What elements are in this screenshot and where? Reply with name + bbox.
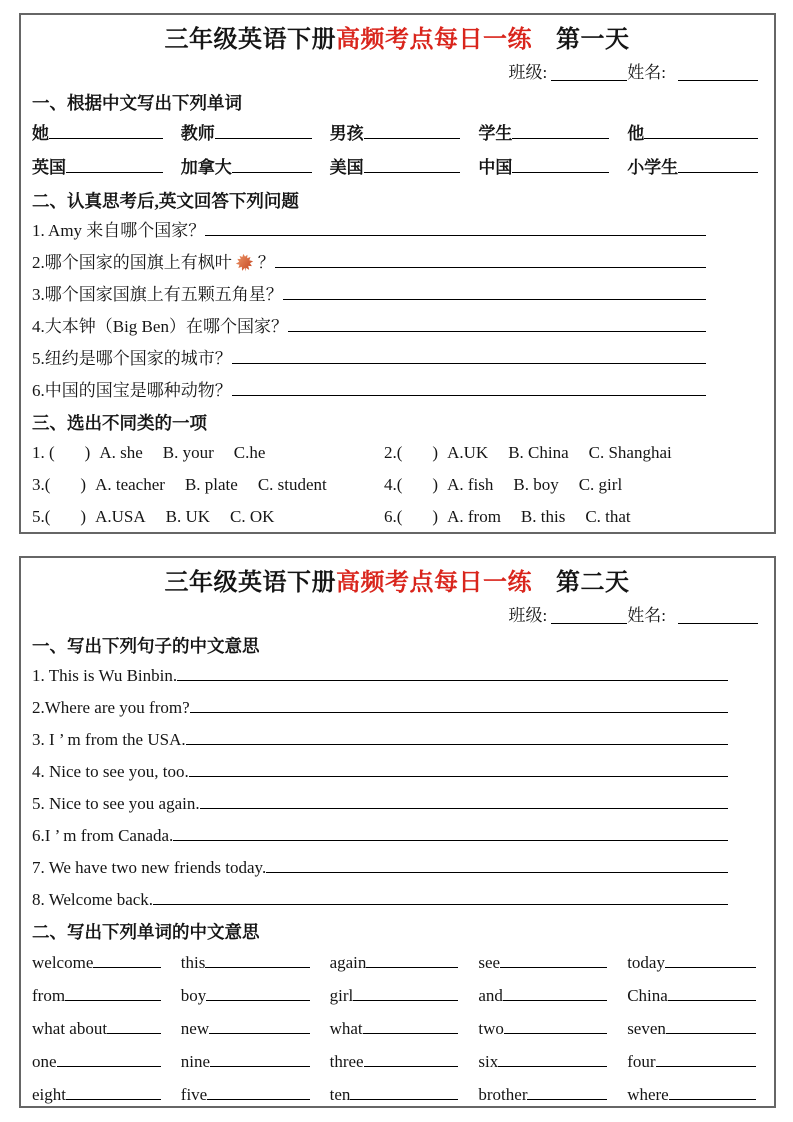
day2-word-row bbox=[32, 979, 762, 1012]
mc-option-b: B. this bbox=[520, 507, 566, 526]
name-label: 姓名: bbox=[627, 606, 666, 625]
word-label: China bbox=[627, 986, 668, 1005]
word-label: five bbox=[180, 1085, 208, 1104]
name-blank bbox=[678, 623, 758, 624]
word-label: and bbox=[478, 986, 503, 1005]
mc-suffix: ) bbox=[80, 475, 87, 494]
word-item bbox=[330, 151, 461, 185]
sentence-line bbox=[32, 884, 762, 916]
answer-blank bbox=[504, 1033, 607, 1034]
question-text: 2.哪个国家的国旗上有枫叶 bbox=[32, 253, 232, 272]
word-label: four bbox=[627, 1052, 656, 1071]
sentence-line bbox=[32, 660, 762, 692]
mc-row bbox=[32, 437, 762, 469]
class-blank bbox=[551, 80, 627, 81]
word-label: what bbox=[329, 1019, 363, 1038]
title-day: 第二天 bbox=[556, 570, 630, 596]
sentence-text: 8. Welcome back. bbox=[32, 890, 154, 909]
day1-title bbox=[32, 19, 762, 57]
word-item bbox=[32, 151, 163, 185]
word-item bbox=[181, 151, 312, 185]
answer-blank bbox=[107, 1033, 161, 1034]
word-item bbox=[330, 117, 461, 151]
answer-blank bbox=[665, 967, 756, 968]
answer-blank bbox=[283, 299, 706, 300]
answer-blank bbox=[512, 172, 609, 173]
day2-word-row bbox=[32, 946, 762, 979]
answer-blank bbox=[206, 1000, 309, 1001]
mc-row bbox=[32, 501, 762, 533]
word-label: eight bbox=[32, 1085, 66, 1104]
answer-blank bbox=[173, 840, 728, 841]
question-line bbox=[32, 215, 762, 247]
word-item bbox=[181, 117, 312, 151]
day2-meta-line bbox=[32, 600, 762, 630]
mc-suffix: ) bbox=[432, 507, 439, 526]
word-label: 他 bbox=[627, 124, 645, 143]
answer-blank bbox=[215, 138, 312, 139]
day2-word-row bbox=[32, 1012, 762, 1045]
mc-row bbox=[32, 469, 762, 501]
word-item bbox=[478, 117, 609, 151]
day1-section1-heading: 一、根据中文写出下列单词 bbox=[32, 93, 242, 113]
word-label: see bbox=[478, 953, 501, 972]
mc-suffix: ) bbox=[84, 443, 91, 462]
word-label: 小学生 bbox=[627, 158, 679, 177]
answer-blank bbox=[364, 1066, 459, 1067]
sentence-line bbox=[32, 820, 762, 852]
day1-section3-heading: 三、选出不同类的一项 bbox=[32, 413, 207, 433]
word-item bbox=[478, 151, 609, 185]
answer-blank bbox=[200, 808, 728, 809]
question-line bbox=[32, 343, 762, 375]
mc-suffix: ) bbox=[80, 507, 87, 526]
answer-blank bbox=[190, 712, 728, 713]
answer-blank bbox=[498, 1066, 607, 1067]
answer-blank bbox=[678, 172, 758, 173]
word-item bbox=[32, 979, 161, 1012]
word-label: 男孩 bbox=[329, 124, 364, 143]
answer-blank bbox=[65, 1000, 161, 1001]
answer-blank bbox=[503, 1000, 607, 1001]
word-label: girl bbox=[329, 986, 354, 1005]
answer-blank bbox=[669, 1099, 756, 1100]
word-label: one bbox=[32, 1052, 57, 1071]
word-item bbox=[330, 1045, 459, 1078]
word-label: what about bbox=[32, 1019, 108, 1038]
mc-option-c: C. student bbox=[257, 475, 327, 494]
answer-blank bbox=[232, 363, 706, 364]
day2-section1-heading: 一、写出下列句子的中文意思 bbox=[32, 636, 260, 656]
word-item bbox=[627, 1045, 756, 1078]
mc-option-c: C. Shanghai bbox=[588, 443, 672, 462]
word-item bbox=[627, 946, 756, 979]
sentence-text: 2.Where are you from? bbox=[32, 698, 190, 717]
mc-option-a: A. fish bbox=[447, 475, 494, 494]
word-label: nine bbox=[180, 1052, 211, 1071]
answer-blank bbox=[186, 744, 728, 745]
word-item bbox=[330, 979, 459, 1012]
day1-word-row-1 bbox=[32, 117, 762, 151]
mc-suffix: ) bbox=[432, 475, 439, 494]
name-label: 姓名: bbox=[627, 63, 666, 82]
question-text: 4.大本钟（Big Ben）在哪个国家？ bbox=[32, 317, 288, 336]
word-item bbox=[478, 946, 607, 979]
answer-blank bbox=[668, 1000, 756, 1001]
sentence-text: 6.I ’ m from Canada. bbox=[32, 826, 174, 845]
answer-blank bbox=[366, 967, 458, 968]
word-item bbox=[627, 1078, 756, 1108]
word-item bbox=[330, 946, 459, 979]
mc-option-c: C. OK bbox=[230, 507, 275, 526]
sentence-line bbox=[32, 692, 762, 724]
mc-prefix: 5.( bbox=[32, 507, 51, 526]
question-text: 6.中国的国宝是哪种动物？ bbox=[32, 381, 232, 400]
word-label: brother bbox=[478, 1085, 528, 1104]
sentence-line bbox=[32, 852, 762, 884]
answer-blank bbox=[364, 172, 461, 173]
word-label: today bbox=[627, 953, 665, 972]
sentence-text: 4. Nice to see you, too. bbox=[32, 762, 189, 781]
word-item bbox=[627, 151, 758, 185]
sentence-text: 1. This is Wu Binbin. bbox=[32, 666, 178, 685]
question-line bbox=[32, 279, 762, 311]
word-item bbox=[32, 117, 163, 151]
word-item bbox=[181, 1078, 310, 1108]
mc-option-b: B. your bbox=[162, 443, 214, 462]
mc-option-a: A. she bbox=[99, 443, 143, 462]
word-item bbox=[330, 1012, 459, 1045]
word-label: two bbox=[478, 1019, 504, 1038]
question-line bbox=[32, 247, 762, 279]
answer-blank bbox=[512, 138, 609, 139]
word-label: this bbox=[180, 953, 206, 972]
mc-option-a: A.UK bbox=[447, 443, 489, 462]
word-label: 她 bbox=[32, 124, 49, 143]
answer-blank bbox=[205, 235, 706, 236]
mc-item bbox=[32, 437, 384, 469]
word-item bbox=[627, 1012, 756, 1045]
class-label: 班级: bbox=[508, 606, 548, 625]
answer-blank bbox=[210, 1066, 310, 1067]
word-label: new bbox=[180, 1019, 210, 1038]
answer-blank bbox=[153, 904, 728, 905]
word-item bbox=[32, 1012, 161, 1045]
word-item bbox=[181, 946, 310, 979]
mc-option-a: A.USA bbox=[95, 507, 146, 526]
answer-blank bbox=[49, 138, 163, 139]
day2-card bbox=[19, 556, 776, 1108]
word-label: seven bbox=[627, 1019, 666, 1038]
word-label: six bbox=[478, 1052, 499, 1071]
answer-blank bbox=[266, 872, 728, 873]
day1-card bbox=[19, 13, 776, 534]
question-mark: ？ bbox=[257, 253, 275, 272]
title-highlight: 高频考点每日一练 bbox=[336, 27, 532, 53]
title-highlight: 高频考点每日一练 bbox=[336, 570, 532, 596]
answer-blank bbox=[232, 172, 312, 173]
answer-blank bbox=[275, 267, 706, 268]
class-blank bbox=[551, 623, 627, 624]
word-label: 教师 bbox=[180, 124, 215, 143]
mc-option-c: C.he bbox=[233, 443, 266, 462]
word-item bbox=[478, 1045, 607, 1078]
sentence-text: 7. We have two new friends today. bbox=[32, 858, 267, 877]
answer-blank bbox=[656, 1066, 756, 1067]
word-item bbox=[181, 1012, 310, 1045]
answer-blank bbox=[500, 967, 607, 968]
day2-title bbox=[32, 562, 762, 600]
question-line bbox=[32, 375, 762, 407]
mc-item bbox=[384, 469, 762, 501]
word-label: again bbox=[329, 953, 367, 972]
answer-blank bbox=[205, 967, 309, 968]
word-label: from bbox=[32, 986, 66, 1005]
question-text: 1. Amy 来自哪个国家？ bbox=[32, 221, 206, 240]
answer-blank bbox=[207, 1099, 309, 1100]
answer-blank bbox=[350, 1099, 458, 1100]
mc-prefix: 1. ( bbox=[32, 443, 55, 462]
sentence-line bbox=[32, 724, 762, 756]
title-day: 第一天 bbox=[556, 27, 630, 53]
mc-prefix: 4.( bbox=[384, 475, 403, 494]
answer-blank bbox=[209, 1033, 309, 1034]
answer-blank bbox=[353, 1000, 458, 1001]
mc-option-b: B. China bbox=[508, 443, 569, 462]
mc-item bbox=[32, 469, 384, 501]
title-prefix: 三年级英语下册 bbox=[164, 27, 336, 53]
question-line bbox=[32, 311, 762, 343]
name-blank bbox=[678, 80, 758, 81]
mc-item bbox=[32, 501, 384, 533]
word-label: where bbox=[627, 1085, 669, 1104]
mc-option-b: B. UK bbox=[165, 507, 211, 526]
word-item bbox=[181, 1045, 310, 1078]
day2-section2-heading: 二、写出下列单词的中文意思 bbox=[32, 922, 260, 942]
word-item bbox=[32, 1078, 161, 1108]
word-item bbox=[32, 1045, 161, 1078]
answer-blank bbox=[232, 395, 706, 396]
mc-prefix: 2.( bbox=[384, 443, 403, 462]
answer-blank bbox=[93, 967, 160, 968]
answer-blank bbox=[644, 138, 758, 139]
word-item bbox=[478, 1078, 607, 1108]
answer-blank bbox=[189, 776, 728, 777]
word-item bbox=[478, 979, 607, 1012]
word-item bbox=[330, 1078, 459, 1108]
word-label: 中国 bbox=[478, 158, 513, 177]
word-label: 美国 bbox=[329, 158, 364, 177]
sentence-line bbox=[32, 756, 762, 788]
day2-word-row bbox=[32, 1078, 762, 1108]
answer-blank bbox=[66, 172, 163, 173]
mc-prefix: 3.( bbox=[32, 475, 51, 494]
mc-option-c: C. that bbox=[585, 507, 631, 526]
title-prefix: 三年级英语下册 bbox=[164, 570, 336, 596]
day1-section2-heading: 二、认真思考后,英文回答下列问题 bbox=[32, 191, 299, 211]
sentence-line bbox=[32, 788, 762, 820]
answer-blank bbox=[666, 1033, 756, 1034]
mc-item bbox=[384, 501, 762, 533]
mc-option-a: A. from bbox=[447, 507, 501, 526]
word-label: welcome bbox=[32, 953, 94, 972]
answer-blank bbox=[363, 1033, 459, 1034]
answer-blank bbox=[364, 138, 461, 139]
word-label: 学生 bbox=[478, 124, 513, 143]
word-label: 英国 bbox=[32, 158, 66, 177]
answer-blank bbox=[57, 1066, 161, 1067]
word-label: ten bbox=[329, 1085, 351, 1104]
question-text: 5.纽约是哪个国家的城市？ bbox=[32, 349, 232, 368]
day2-word-row bbox=[32, 1045, 762, 1078]
class-label: 班级: bbox=[508, 63, 548, 82]
word-item bbox=[32, 946, 161, 979]
question-text: 3.哪个国家国旗上有五颗五角星？ bbox=[32, 285, 283, 304]
word-item bbox=[627, 117, 758, 151]
word-item bbox=[181, 979, 310, 1012]
sentence-text: 5. Nice to see you again. bbox=[32, 794, 200, 813]
word-label: three bbox=[329, 1052, 364, 1071]
word-item bbox=[478, 1012, 607, 1045]
answer-blank bbox=[177, 680, 728, 681]
mc-option-b: B. plate bbox=[184, 475, 238, 494]
sentence-text: 3. I ’ m from the USA. bbox=[32, 730, 186, 749]
mc-prefix: 6.( bbox=[384, 507, 403, 526]
answer-blank bbox=[288, 331, 706, 332]
answer-blank bbox=[527, 1099, 607, 1100]
day1-word-row-2 bbox=[32, 151, 762, 185]
word-item bbox=[627, 979, 756, 1012]
mc-suffix: ) bbox=[432, 443, 439, 462]
answer-blank bbox=[66, 1099, 161, 1100]
mc-option-a: A. teacher bbox=[95, 475, 165, 494]
mc-item bbox=[384, 437, 762, 469]
day1-meta-line bbox=[32, 57, 762, 87]
mc-option-c: C. girl bbox=[578, 475, 623, 494]
mc-option-b: B. boy bbox=[513, 475, 559, 494]
word-label: boy bbox=[180, 986, 207, 1005]
word-label: 加拿大 bbox=[180, 158, 232, 177]
